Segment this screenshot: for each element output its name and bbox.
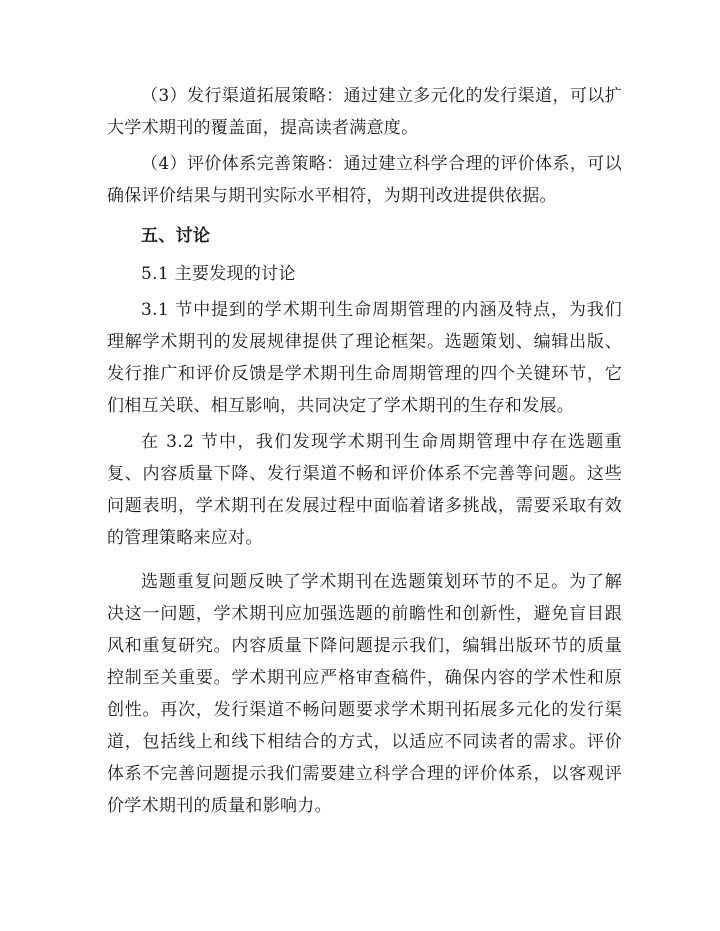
subsection-heading: 5.1 主要发现的讨论	[141, 264, 296, 284]
section-heading: 五、讨论	[141, 226, 211, 246]
document-page	[107, 80, 622, 822]
strategy-paragraph-3: （3）发行渠道拓展策略：通过建立多元化的发行渠道，可以扩大学术期刊的覆盖面，提高读者满意度。	[107, 86, 622, 138]
discussion-paragraph-1: 3.1 节中提到的学术期刊生命周期管理的内涵及特点，为我们理解学术期刊的发展规律提供了理论框架。选题策划、编辑出版、发行推广和评价反馈是学术期刊生命周期管理的四个关键环节，它们相互关联、相互影响，共同决定了学术期刊的生存和发展。	[107, 300, 622, 416]
discussion-paragraph-3: 选题重复问题反映了学术期刊在选题策划环节的不足。为了解决这一问题，学术期刊应加强选题的前瞻性和创新性，避免盲目跟风和重复研究。内容质量下降问题提示我们，编辑出版环节的质量控制至关重要。学术期刊应严格审查稿件，确保内容的学术性和原创性。再次，发行渠道不畅问题要求学术期刊拓展多元化的发行渠道，包括线上和线下相结合的方式，以适应不同读者的需求。评价体系不完善问题提示我们需要建立科学合理的评价体系，以客观评价学术期刊的质量和影响力。	[107, 572, 622, 816]
discussion-paragraph-2: 在 3.2 节中，我们发现学术期刊生命周期管理中存在选题重复、内容质量下降、发行渠道不畅和评价体系不完善等问题。这些问题表明，学术期刊在发展过程中面临着诸多挑战，需要采取有效的管理策略来应对。	[107, 432, 622, 548]
strategy-paragraph-4: （4）评价体系完善策略：通过建立科学合理的评价体系，可以确保评价结果与期刊实际水平相符，为期刊改进提供依据。	[107, 154, 622, 206]
